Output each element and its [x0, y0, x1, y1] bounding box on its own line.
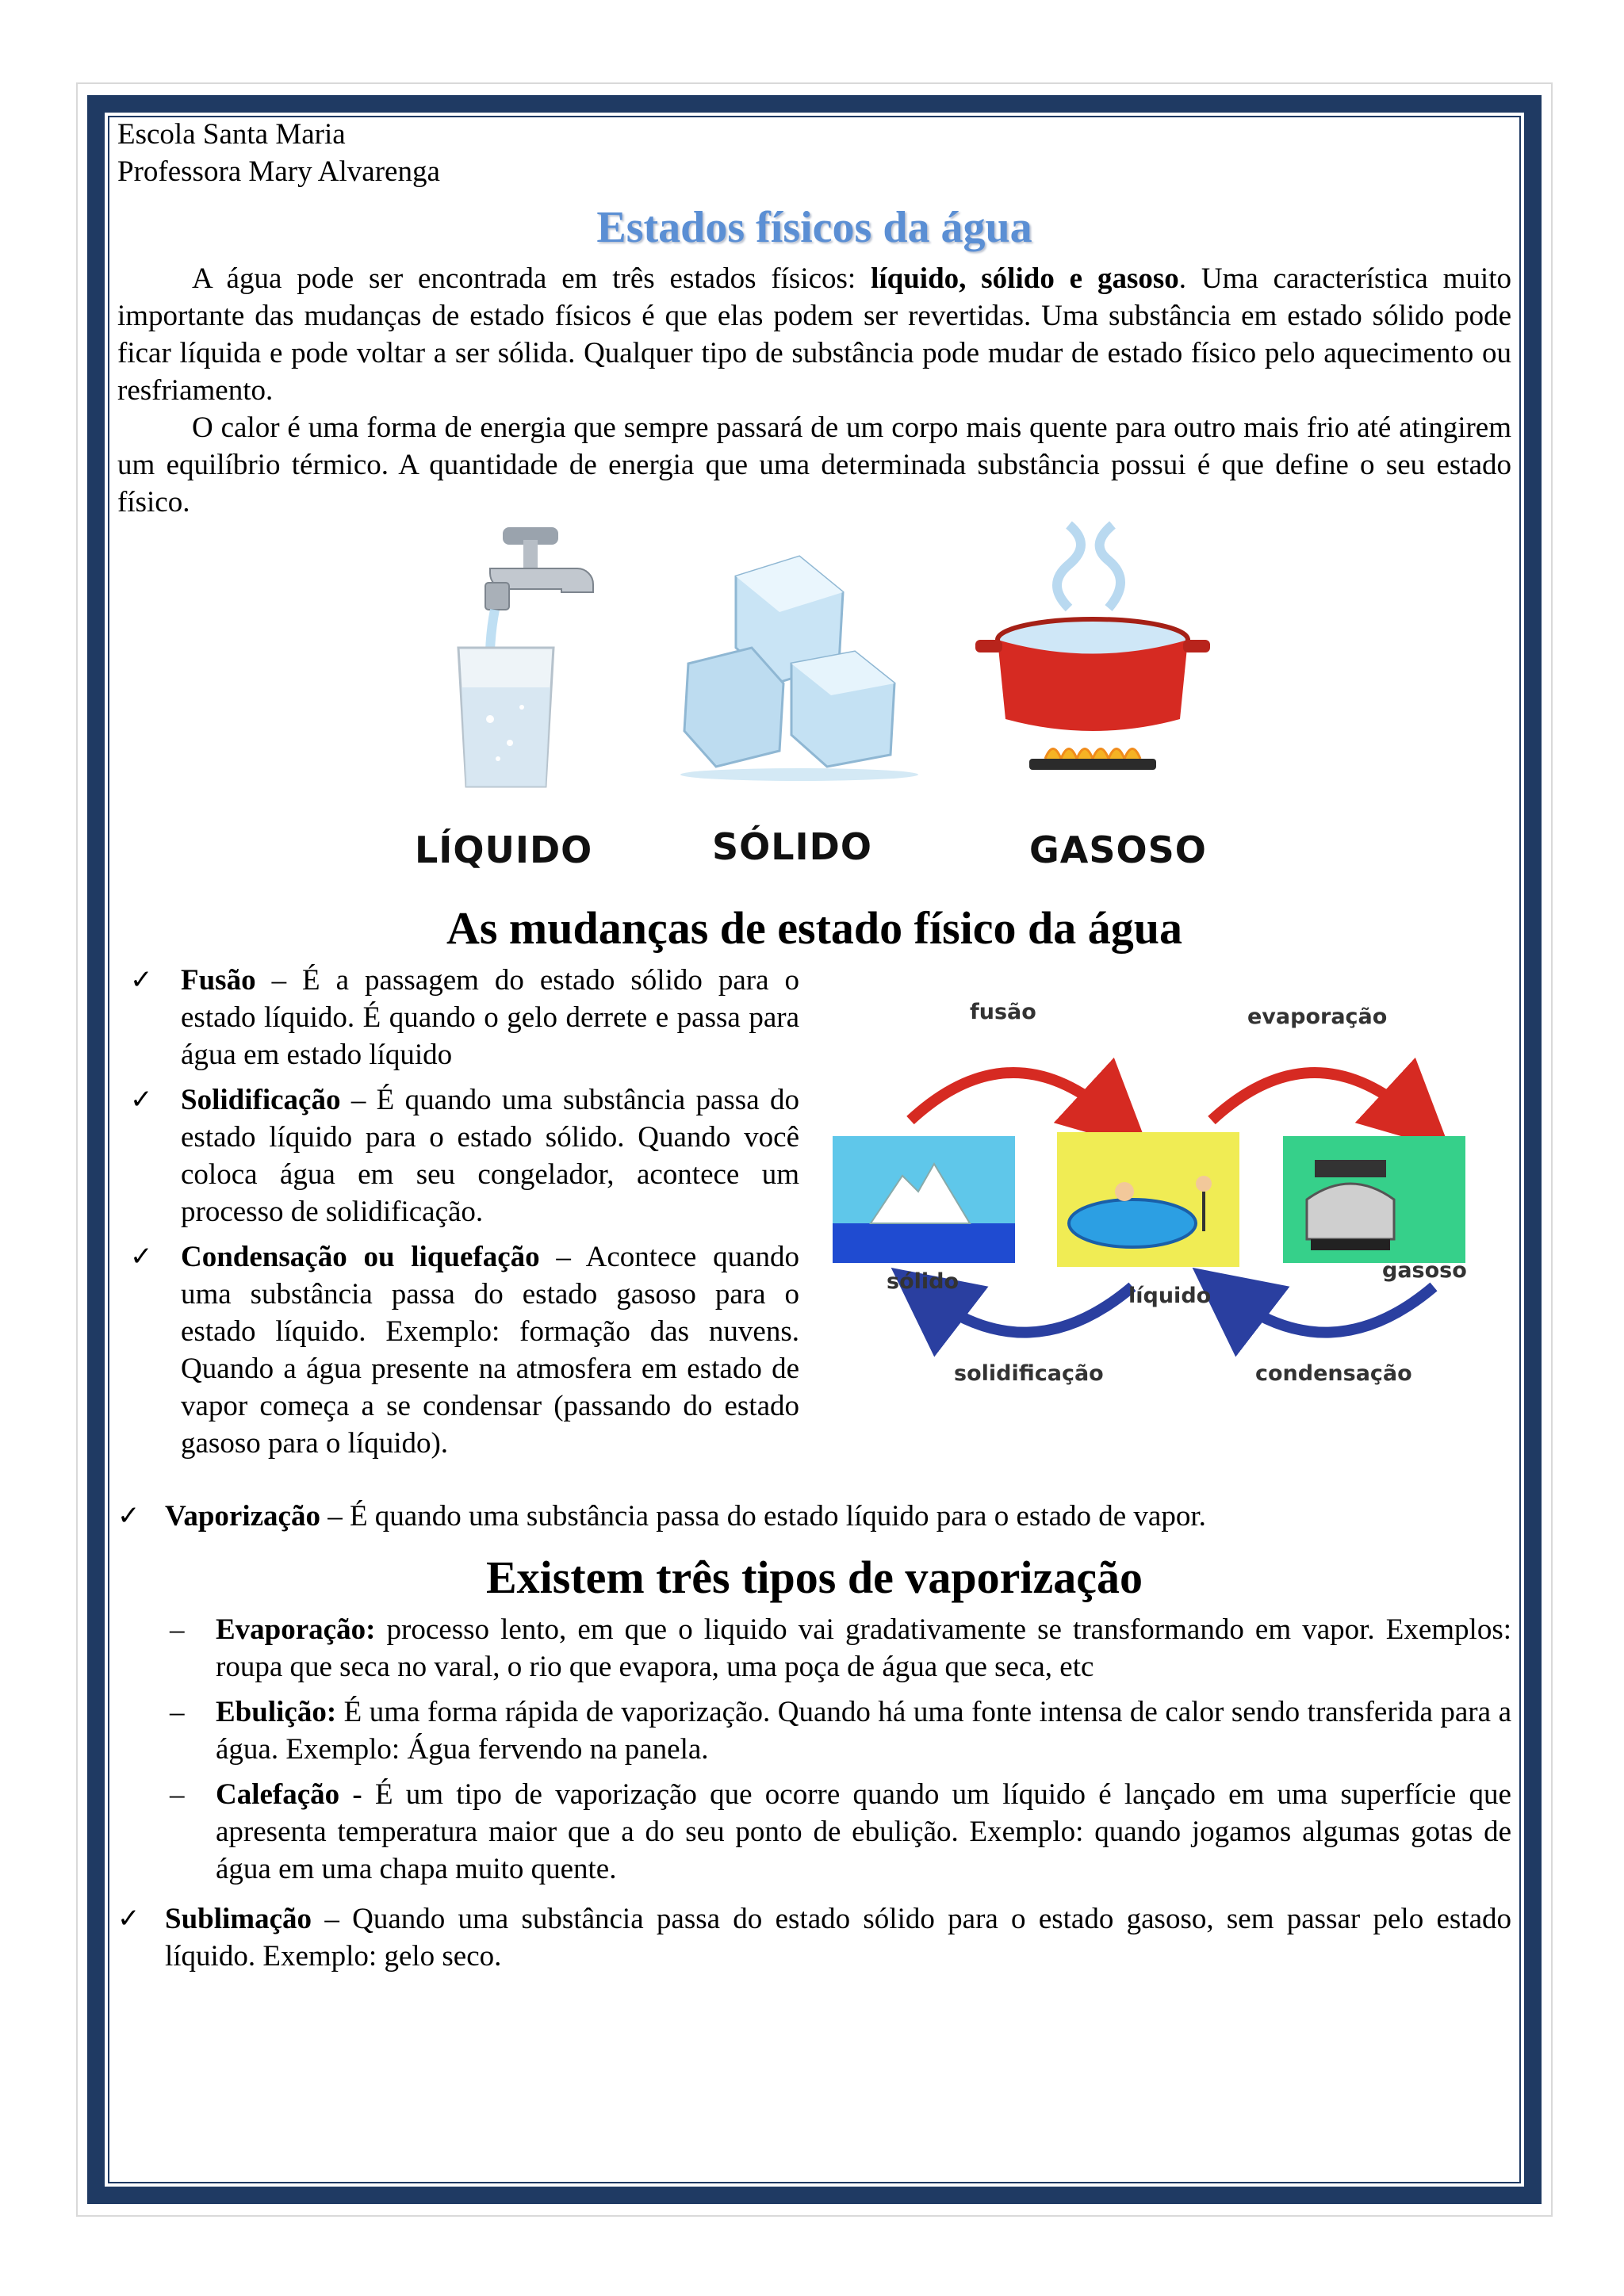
intro-bold-states: líquido, sólido e gasoso: [871, 262, 1179, 295]
worksheet-content: [117, 116, 1511, 1975]
vaporization-types-list: [117, 1611, 1511, 1888]
list-item: ✓ Fusão – É a passagem do estado sólido para o estado líquido. É quando o gelo derrete e passa para água em estado líquido: [117, 962, 799, 1073]
changes-list: [117, 962, 799, 1470]
intro-paragraph-1: A água pode ser encontrada em três estados físicos: líquido, sólido e gasoso. Uma característica muito importante das mudanças de estado físicos é que elas podem ser revertidas. Uma substância em estado sólido pode ficar líquida e pode voltar a ser sólida. Qualquer tipo de substância pode mudar de estado físico pelo aquecimento ou resfriamento.: [117, 262, 1511, 407]
label-evaporacao: evaporação: [1247, 1004, 1388, 1029]
label-fusao: fusão: [970, 1000, 1036, 1024]
vaporization-item: ✓ Vaporização – É quando uma substância passa do estado líquido para o estado de vapor.: [117, 1498, 1511, 1535]
label-solid: SÓLIDO: [712, 825, 872, 868]
condensation-arrow: [1228, 1287, 1434, 1333]
dash-bullet: –: [170, 1696, 185, 1728]
changes-heading: As mudanças de estado físico da água: [446, 902, 1183, 954]
check-icon: ✓: [117, 1903, 140, 1934]
sublimation-item: ✓ Sublimação – Quando uma substância passa do estado sólido para o estado gasoso, sem passar pelo estado líquido. Exemplo: gelo seco.: [117, 1900, 1511, 1975]
teacher-name: Professora Mary Alvarenga: [117, 155, 440, 188]
label-liquid: LÍQUIDO: [415, 828, 593, 871]
check-icon: ✓: [130, 964, 153, 996]
check-icon: ✓: [130, 1084, 153, 1115]
label-solidificacao: solidificação: [954, 1361, 1104, 1386]
fusion-arrow: [910, 1073, 1116, 1120]
list-item: ✓ Solidificação – É quando uma substância passa do estado líquido para o estado sólido. Quando você coloca água em seu congelador, acontece um processo de solidificação.: [117, 1081, 799, 1230]
dash-bullet: –: [170, 1613, 185, 1646]
check-icon: ✓: [130, 1241, 153, 1272]
boiling-pot-icon: [974, 521, 1212, 790]
faucet-glass-icon: [435, 521, 617, 790]
label-condensacao: condensação: [1255, 1361, 1412, 1386]
list-item: – Ebulição: É uma forma rápida de vaporização. Quando há uma fonte intensa de calor sendo transferida para a água. Exemplo: Água fervendo na panela.: [117, 1693, 1511, 1768]
label-solido: sólido: [887, 1269, 959, 1294]
states-illustration: [117, 521, 1511, 886]
list-item: ✓ Condensação ou liquefação – Acontece quando uma substância passa do estado gasoso para o estado líquido. Exemplo: formação das nuvens. Quando a água presente na atmosfera em estado de vapor começa a se condensar (passando do estado gasoso para o líquido).: [117, 1238, 799, 1462]
list-item: – Evaporação: processo lento, em que o liquido vai gradativamente se transformando em vapor. Exemplos: roupa que seca no varal, o rio que evapora, uma poça de água que seca, etc: [117, 1611, 1511, 1686]
label-gasoso: gasoso: [1382, 1258, 1467, 1283]
label-gas: GASOSO: [1029, 828, 1207, 871]
intro-paragraph-2: O calor é uma forma de energia que sempre passará de um corpo mais quente para outro mais frio até atingirem um equilíbrio térmico. A quantidade de energia que uma determinada substância possui é que define o seu estado físico.: [117, 411, 1511, 519]
check-icon: ✓: [117, 1500, 140, 1532]
types-heading: Existem três tipos de vaporização: [486, 1552, 1143, 1603]
school-name: Escola Santa Maria: [117, 118, 346, 151]
ice-cubes-icon: [672, 553, 926, 783]
dash-bullet: –: [170, 1778, 185, 1811]
diagram-graphic: [831, 993, 1513, 1469]
changes-section: [117, 962, 1511, 1498]
list-item: – Calefação - É um tipo de vaporização que ocorre quando um líquido é lançado em uma superfície que apresenta temperatura maior que a do seu ponto de ebulição. Exemplo: quando jogamos algumas gotas de água em uma chapa muito quente.: [117, 1776, 1511, 1888]
label-liquido: líquido: [1128, 1284, 1212, 1308]
page-title: Estados físicos da água: [596, 203, 1032, 252]
state-change-diagram: [831, 993, 1513, 1469]
evaporation-arrow: [1212, 1073, 1418, 1120]
